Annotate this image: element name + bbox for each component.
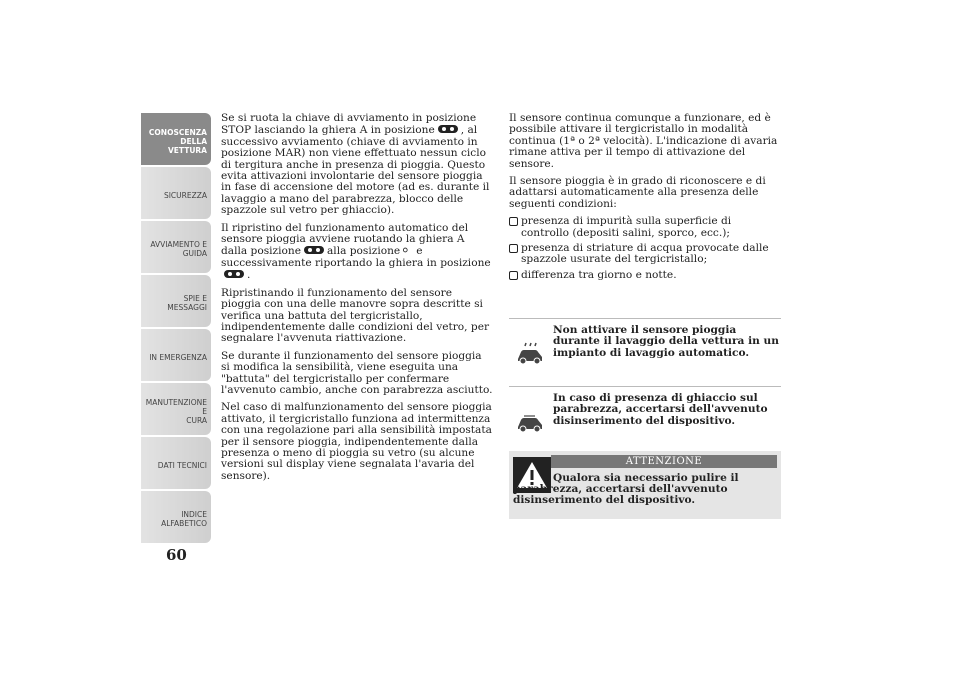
tab-label-line1: CONOSCENZA — [148, 127, 207, 137]
tab-label-line2: DELLA VETTURA — [167, 136, 207, 155]
text: , al successivo avviamento (chiave di avviamento in posizione MAR) non viene effettuato nessun ciclo di tergitura anche in presenza di pioggia. Questo evita attivazioni involontarie del sensore pioggia in fase di accensione del motore (ad es. durante il lavaggio a mano del parabrezza, blocco delle spazzole sul vetro per ghiaccio). — [221, 124, 490, 217]
tab-in-emergenza[interactable] — [141, 329, 211, 381]
list-item-text: presenza di striature di acqua provocate dalle spazzole usurate del tergicristallo; — [521, 242, 769, 266]
tab-label: IN EMERGENZA — [149, 352, 207, 362]
tab-conoscenza-vettura[interactable] — [141, 113, 211, 165]
tab-dati-tecnici[interactable] — [141, 437, 211, 489]
text: Il ripristino del funzionamento automatico del sensore pioggia avviene ruotando la ghiera A dalla posizione — [221, 221, 469, 258]
checkbox-bullet-icon — [509, 271, 518, 280]
note-text: In caso di presenza di ghiaccio sul parabrezza, accertarsi dell'avvenuto disinserimento del dispositivo. — [553, 392, 768, 427]
paragraph: Se durante il funzionamento del sensore pioggia si modifica la sensibilità, viene eseguita una "battuta" del tergicristallo per confermare l'avvenuto cambio, anche con parabrezza asciutto. — [221, 349, 493, 396]
right-column — [509, 113, 781, 287]
rain-sensor-symbol-icon — [223, 269, 245, 279]
car-ice-icon — [513, 403, 547, 437]
tab-label-line2: ALFABETICO — [161, 519, 207, 528]
warning-text — [513, 473, 777, 507]
text: . — [247, 269, 251, 282]
paragraph — [221, 223, 493, 282]
tab-label: SPIE E MESSAGGI — [167, 294, 207, 312]
tab-manutenzione-cura[interactable] — [141, 383, 211, 435]
off-position-symbol-icon — [402, 245, 414, 255]
paragraph: Nel caso di malfunzionamento del sensore pioggia attivato, il tergicristallo funziona ad intermittenza con una regolazione pari alla sensibilità impostata per il sensore pioggia, indipendentemente dalla presenza o meno di pioggia su vetro (su alcune versioni sul display viene segnalata l'avaria del sensore). — [221, 401, 492, 482]
note-ice — [509, 386, 781, 437]
divider — [509, 318, 781, 319]
tab-label-line1: AVVIAMENTO E — [150, 240, 207, 249]
warning-box — [509, 451, 781, 519]
list-item — [509, 270, 781, 281]
checkbox-bullet-icon — [509, 244, 518, 253]
conditions-list — [509, 216, 781, 281]
tab-spie-messaggi[interactable] — [141, 275, 211, 327]
tab-avviamento-guida[interactable] — [141, 221, 211, 273]
rain-sensor-symbol-icon — [303, 245, 325, 255]
paragraph: Il sensore pioggia è in grado di riconoscere e di adattarsi automaticamente alla presenza delle seguenti condizioni: — [509, 175, 766, 210]
text: Se si ruota la chiave di avviamento in posizione STOP lasciando la ghiera A in posizione — [221, 112, 477, 137]
warning-title: ATTENZIONE — [551, 455, 777, 468]
tab-label-line2: GUIDA — [182, 249, 207, 258]
tab-label: DATI TECNICI — [157, 460, 207, 470]
checkbox-bullet-icon — [509, 217, 518, 226]
list-item — [509, 216, 781, 239]
list-item — [509, 243, 781, 266]
note-car-wash — [509, 318, 781, 369]
paragraph: Il sensore continua comunque a funzionare, ed è possibile attivare il tergicristallo in modalità continua (1ª o 2ª velocità). L'indicazione di avaria rimane attiva per il tempo di attivazione del sensore. — [509, 112, 778, 170]
rain-sensor-symbol-icon — [437, 124, 459, 134]
car-wash-icon — [513, 335, 547, 369]
page-number: 60 — [166, 546, 187, 564]
tab-label: SICUREZZA — [163, 190, 207, 200]
tab-label-line2: CURA — [186, 415, 207, 425]
warning-text-content: Qualora sia necessario pulire il parabrezza, accertarsi dell'avvenuto disinserimento del dispositivo. — [513, 472, 739, 507]
paragraph: Ripristinando il funzionamento del sensore pioggia con una delle manovre sopra descritte si verifica una battuta del tergicristallo, indipendentemente dalle condizioni del vetro, per segnalare l'avvenuta riattivazione. — [221, 286, 490, 345]
divider — [509, 386, 781, 387]
tab-label-line1: INDICE — [181, 510, 207, 519]
text: e successivamente riportando la ghiera in posizione — [221, 245, 491, 269]
list-item-text: differenza tra giorno e notte. — [521, 268, 677, 281]
sidebar — [141, 113, 211, 541]
tab-indice-alfabetico[interactable] — [141, 491, 211, 543]
text: alla posizione — [326, 245, 401, 258]
left-column — [221, 113, 493, 488]
note-text: Non attivare il sensore pioggia durante il lavaggio della vettura in un impianto di lavaggio automatico. — [553, 324, 779, 359]
tab-label-line1: MANUTENZIONE E — [145, 397, 207, 416]
list-item-text: presenza di impurità sulla superficie di controllo (depositi salini, sporco, ecc.); — [521, 215, 732, 239]
tab-sicurezza[interactable] — [141, 167, 211, 219]
paragraph — [221, 113, 493, 217]
